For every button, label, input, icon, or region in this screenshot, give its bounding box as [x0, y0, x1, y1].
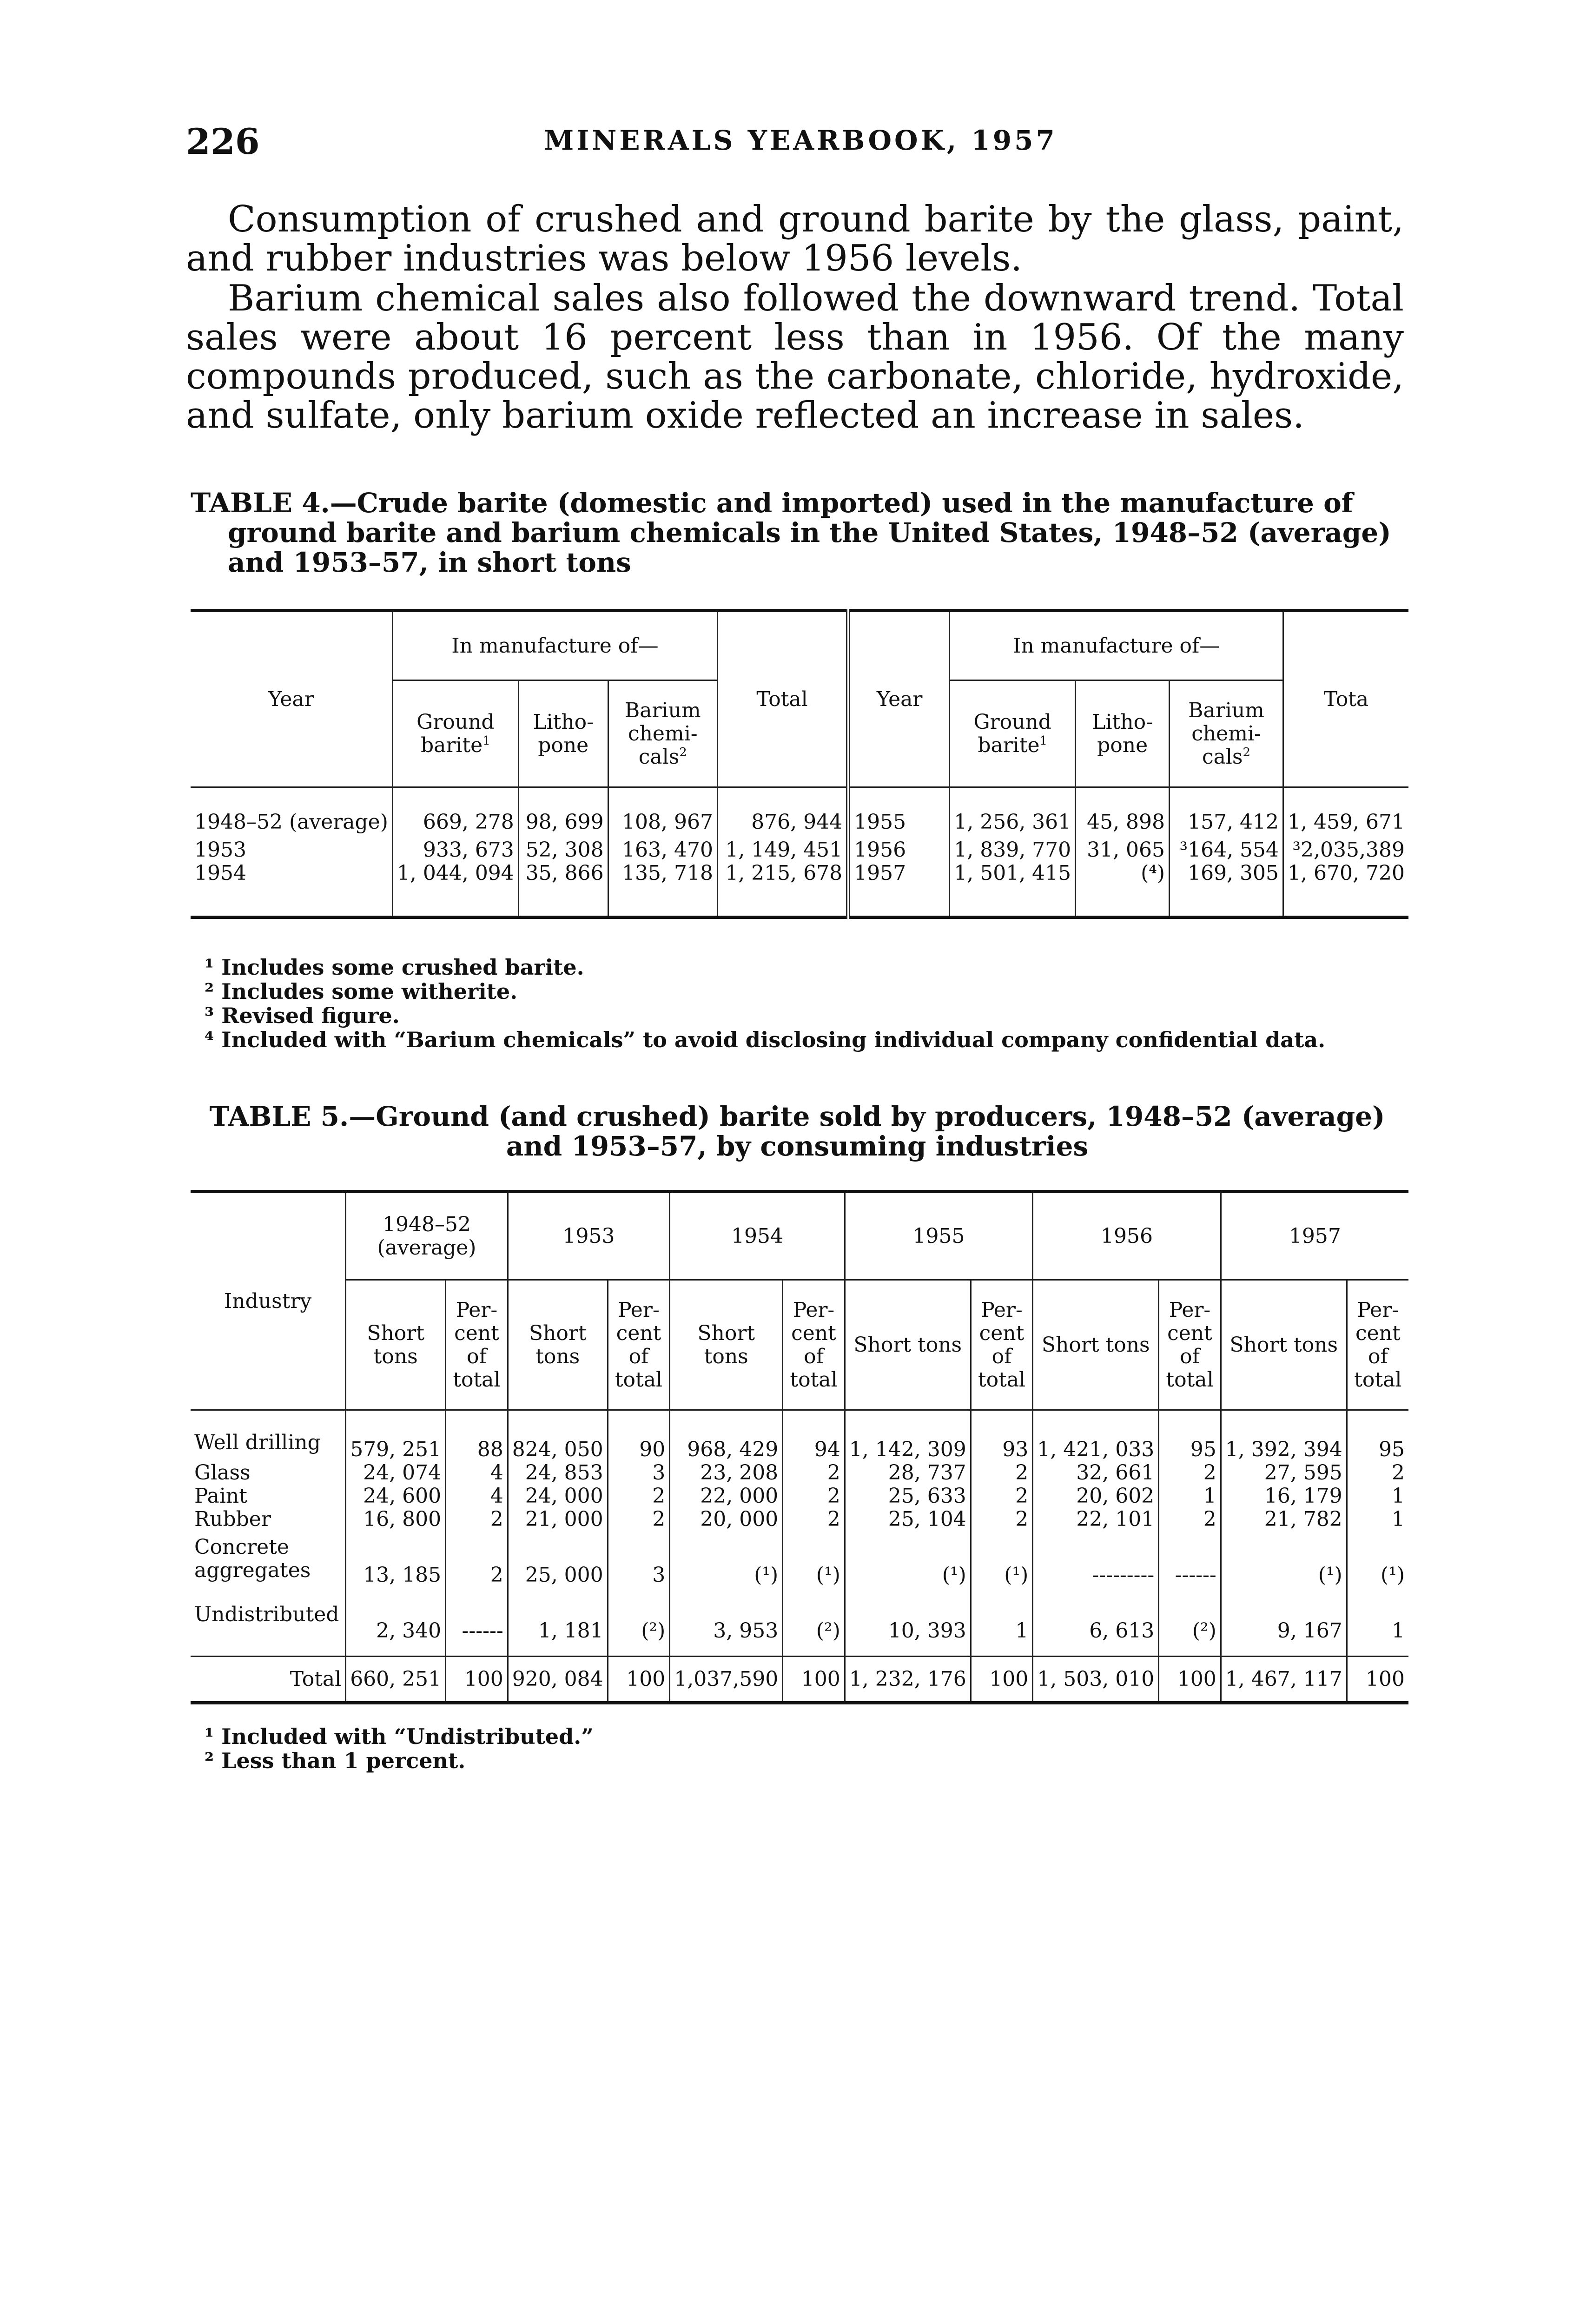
- paragraph-2: Barium chemical sales also followed the downward trend. Total sales were about 16 percent less than in 1956. Of the many compounds produced, such as the carbonate, chloride, hydroxide, and sulfate, only barium oxide reflected an increase in sales.: [186, 277, 1404, 436]
- table5-cell: 16, 800: [346, 1508, 446, 1531]
- table5-cell: 22, 000: [670, 1485, 783, 1508]
- table4-barium: 108, 967: [608, 787, 717, 838]
- table4-lithopone: 52, 308: [518, 838, 608, 862]
- table5-cell: ---------: [1033, 1531, 1159, 1587]
- table5-cell: 16, 179: [1221, 1485, 1347, 1508]
- table5-header-percent: Per- cent of total: [783, 1280, 845, 1410]
- table5-cell: (¹): [1221, 1531, 1347, 1587]
- table-row: [191, 1461, 1408, 1485]
- table5-header-short-tons: Short tons: [508, 1280, 608, 1410]
- table5-cell: 88: [446, 1410, 508, 1461]
- table4-header-lithopone: Litho- pone: [1076, 680, 1170, 787]
- table4-ground: 933, 673: [392, 838, 518, 862]
- table5-header-period: 1948–52 (average): [346, 1192, 508, 1280]
- table5-industry: Rubber: [194, 1507, 271, 1531]
- table5-cell: 2: [446, 1508, 508, 1531]
- table5-total-cell: 660, 251: [346, 1657, 446, 1703]
- table5-header-percent: Per- cent of total: [971, 1280, 1033, 1410]
- table5-cell: 6, 613: [1033, 1587, 1159, 1643]
- table5-header-period: 1954: [670, 1192, 845, 1280]
- table5-cell: 1: [1347, 1485, 1408, 1508]
- table-row: [191, 1508, 1408, 1531]
- table5-cell: 2: [971, 1461, 1033, 1485]
- table4-year: 1956: [848, 838, 950, 862]
- table5-total-cell: 100: [446, 1657, 508, 1703]
- table5-cell: (¹): [845, 1531, 971, 1587]
- table5-cell: 20, 602: [1033, 1485, 1159, 1508]
- table5-cell: 2: [1159, 1508, 1221, 1531]
- paragraph-1: Consumption of crushed and ground barite by the glass, paint, and rubber industries was below 1956 levels.: [186, 198, 1404, 279]
- table4-header-lithopone: Litho- pone: [518, 680, 608, 787]
- table5-total-cell: 1, 467, 117: [1221, 1657, 1347, 1703]
- table4-barium: 163, 470: [608, 838, 717, 862]
- table5-cell: 13, 185: [346, 1531, 446, 1587]
- table5-cell: (¹): [783, 1531, 845, 1587]
- table5-header-short-tons: Short tons: [670, 1280, 783, 1410]
- table5-cell: 1: [1347, 1587, 1408, 1643]
- table5-total-cell: 100: [1347, 1657, 1408, 1703]
- table4-header-total: Total: [717, 611, 848, 787]
- table5-cell: 95: [1159, 1410, 1221, 1461]
- table4-ground: 1, 256, 361: [950, 787, 1076, 838]
- table5-header-short-tons: Short tons: [346, 1280, 446, 1410]
- table4-ground: 1, 839, 770: [950, 838, 1076, 862]
- table5-total-cell: 1, 503, 010: [1033, 1657, 1159, 1703]
- table5-total-cell: 1,037,590: [670, 1657, 783, 1703]
- table4-total: 1, 215, 678: [717, 862, 848, 885]
- table5-cell: 10, 393: [845, 1587, 971, 1643]
- table5-industry: Paint: [194, 1484, 247, 1508]
- table4-lithopone: (⁴): [1076, 862, 1170, 885]
- table5-cell: 824, 050: [508, 1410, 608, 1461]
- table5-cell: 2: [971, 1485, 1033, 1508]
- table5-cell: 2: [1347, 1461, 1408, 1485]
- table5-cell: 94: [783, 1410, 845, 1461]
- table5-cell: 21, 000: [508, 1508, 608, 1531]
- table5-header-period: 1957: [1221, 1192, 1408, 1280]
- table5-industry: Concrete aggregates: [194, 1535, 311, 1582]
- table5-header-percent: Per- cent of total: [1347, 1280, 1408, 1410]
- table4-barium: 135, 718: [608, 862, 717, 885]
- table4-lithopone: 45, 898: [1076, 787, 1170, 838]
- table5-cell: 968, 429: [670, 1410, 783, 1461]
- table5-industry: Glass: [194, 1460, 251, 1485]
- page-number: 226: [186, 121, 260, 162]
- table5-cell: 2: [971, 1508, 1033, 1531]
- table4-ground: 1, 501, 415: [950, 862, 1076, 885]
- table4-total: ³2,035,389: [1283, 838, 1408, 862]
- table5-industry: Undistributed: [194, 1602, 339, 1626]
- table5-cell: 2: [783, 1508, 845, 1531]
- table5-cell: 32, 661: [1033, 1461, 1159, 1485]
- table4-footnotes: [205, 955, 1413, 1052]
- table5-total-cell: 920, 084: [508, 1657, 608, 1703]
- table4-barium: 169, 305: [1170, 862, 1283, 885]
- table5-cell: 2: [1159, 1461, 1221, 1485]
- table5-cell: 1, 181: [508, 1587, 608, 1643]
- table5-cell: 579, 251: [346, 1410, 446, 1461]
- table5-cell: (²): [1159, 1587, 1221, 1643]
- table5-cell: ------: [446, 1587, 508, 1643]
- table4-year: 1953: [194, 838, 246, 862]
- table5-cell: 27, 595: [1221, 1461, 1347, 1485]
- table4-year: 1957: [848, 862, 950, 885]
- table5-cell: 2: [446, 1531, 508, 1587]
- table-row: [191, 1587, 1408, 1643]
- table5-cell: 1, 392, 394: [1221, 1410, 1347, 1461]
- table4-header-ground-barite: Ground barite$^1$: [392, 680, 518, 787]
- table-row: [191, 862, 1408, 885]
- table5-header-period: 1953: [508, 1192, 670, 1280]
- table5-cell: 4: [446, 1485, 508, 1508]
- table-row: [191, 1485, 1408, 1508]
- table4-caption: TABLE 4.—Crude barite (domestic and imported) used in the manufacture of ground barite and barium chemicals in the United States, 1948–52 (average) and 1953–57, in short tons: [191, 487, 1391, 578]
- table-row: [191, 1531, 1408, 1587]
- table5-cell: 1, 421, 033: [1033, 1410, 1159, 1461]
- table4-ground: 669, 278: [392, 787, 518, 838]
- table5-cell: 24, 853: [508, 1461, 608, 1485]
- table5-header-short-tons: Short tons: [845, 1280, 971, 1410]
- footnote: ¹ Included with “Undistributed.”: [205, 1724, 594, 1749]
- table5-cell: 2: [608, 1485, 670, 1508]
- table4-total: 876, 944: [717, 787, 848, 838]
- footnote: ¹ Includes some crushed barite.: [205, 955, 584, 980]
- table5-total-cell: 100: [971, 1657, 1033, 1703]
- table5-cell: 1: [1159, 1485, 1221, 1508]
- table5-header-industry: Industry: [224, 1289, 312, 1313]
- table4-year: 1954: [194, 861, 246, 885]
- table5-cell: (²): [608, 1587, 670, 1643]
- table4-ground: 1, 044, 094: [392, 862, 518, 885]
- table5-total-cell: 100: [783, 1657, 845, 1703]
- table5-header-percent: Per- cent of total: [1159, 1280, 1221, 1410]
- table5-cell: 93: [971, 1410, 1033, 1461]
- table5-cell: ------: [1159, 1531, 1221, 1587]
- table4-lithopone: 31, 065: [1076, 838, 1170, 862]
- table5-cell: (¹): [670, 1531, 783, 1587]
- table5-cell: 24, 000: [508, 1485, 608, 1508]
- table-row: [191, 838, 1408, 862]
- table4-total: 1, 149, 451: [717, 838, 848, 862]
- footnote: ² Less than 1 percent.: [205, 1748, 466, 1773]
- table5-cell: 3: [608, 1531, 670, 1587]
- table4-header-manufacture: In manufacture of—: [392, 611, 717, 680]
- table5-caption: TABLE 5.—Ground (and crushed) barite sold by producers, 1948–52 (average) and 1953–57, by consuming industries: [209, 1101, 1385, 1162]
- table4-lithopone: 35, 866: [518, 862, 608, 885]
- table4-lithopone: 98, 699: [518, 787, 608, 838]
- table-row: [191, 1410, 1408, 1461]
- table4-header-manufacture: In manufacture of—: [950, 611, 1283, 680]
- table5-cell: (¹): [1347, 1531, 1408, 1587]
- table5-cell: 24, 600: [346, 1485, 446, 1508]
- table5-cell: 22, 101: [1033, 1508, 1159, 1531]
- table5-cell: 1: [971, 1587, 1033, 1643]
- table5-industry: Well drilling: [191, 1410, 346, 1461]
- table5-cell: 1: [1347, 1508, 1408, 1531]
- table4-header-ground-barite: Ground barite$^1$: [950, 680, 1076, 787]
- table4-header-year: Year: [268, 687, 314, 711]
- footnote: ² Includes some witherite.: [205, 979, 518, 1004]
- table5-cell: 3, 953: [670, 1587, 783, 1643]
- table5-header-short-tons: Short tons: [1221, 1280, 1347, 1410]
- table5-cell: 3: [608, 1461, 670, 1485]
- table5-cell: 23, 208: [670, 1461, 783, 1485]
- table5-header-period: 1956: [1033, 1192, 1221, 1280]
- table5-total-cell: 100: [608, 1657, 670, 1703]
- table5-cell: (²): [783, 1587, 845, 1643]
- table5-total-label: Total: [191, 1657, 346, 1703]
- table5-cell: 2: [608, 1508, 670, 1531]
- table5-cell: 2: [783, 1485, 845, 1508]
- table5: [191, 1190, 1408, 1704]
- table5-cell: 2, 340: [346, 1587, 446, 1643]
- footnote: ⁴ Included with “Barium chemicals” to avoid disclosing individual company confidential data.: [205, 1027, 1326, 1052]
- table5-total-cell: 1, 232, 176: [845, 1657, 971, 1703]
- running-title: MINERALS YEARBOOK, 1957: [544, 125, 1058, 156]
- running-header: [186, 121, 1404, 162]
- footnote: ³ Revised figure.: [205, 1003, 400, 1028]
- table4-barium: ³164, 554: [1170, 838, 1283, 862]
- table4-total: 1, 459, 671: [1283, 787, 1408, 838]
- table5-footnotes: [205, 1724, 1413, 1773]
- table5-cell: (¹): [971, 1531, 1033, 1587]
- table5-cell: 20, 000: [670, 1508, 783, 1531]
- table5-cell: 95: [1347, 1410, 1408, 1461]
- table5-cell: 1, 142, 309: [845, 1410, 971, 1461]
- table5-cell: 4: [446, 1461, 508, 1485]
- table5-cell: 9, 167: [1221, 1587, 1347, 1643]
- table5-cell: 21, 782: [1221, 1508, 1347, 1531]
- table5-header-percent: Per- cent of total: [608, 1280, 670, 1410]
- table4: [191, 609, 1408, 919]
- table4-header-year: Year: [848, 611, 950, 787]
- table5-cell: 2: [783, 1461, 845, 1485]
- table-row: [191, 787, 1408, 838]
- table4-barium: 157, 412: [1170, 787, 1283, 838]
- table4-header-barium-chemicals: Barium chemi- cals$^2$: [608, 680, 717, 787]
- table4-total: 1, 670, 720: [1283, 862, 1408, 885]
- table5-total-row: [191, 1657, 1408, 1703]
- table4-year: 1955: [848, 787, 950, 838]
- table5-cell: 90: [608, 1410, 670, 1461]
- table5-cell: 24, 074: [346, 1461, 446, 1485]
- table4-year: 1948–52 (average): [191, 787, 392, 838]
- table5-cell: 28, 737: [845, 1461, 971, 1485]
- table5-cell: 25, 633: [845, 1485, 971, 1508]
- table5-header-percent: Per- cent of total: [446, 1280, 508, 1410]
- table5-header-period: 1955: [845, 1192, 1033, 1280]
- table5-total-cell: 100: [1159, 1657, 1221, 1703]
- table4-header-total: Tota: [1283, 611, 1408, 787]
- table5-header-short-tons: Short tons: [1033, 1280, 1159, 1410]
- table4-header-barium-chemicals: Barium chemi- cals$^2$: [1170, 680, 1283, 787]
- table5-cell: 25, 000: [508, 1531, 608, 1587]
- table5-cell: 25, 104: [845, 1508, 971, 1531]
